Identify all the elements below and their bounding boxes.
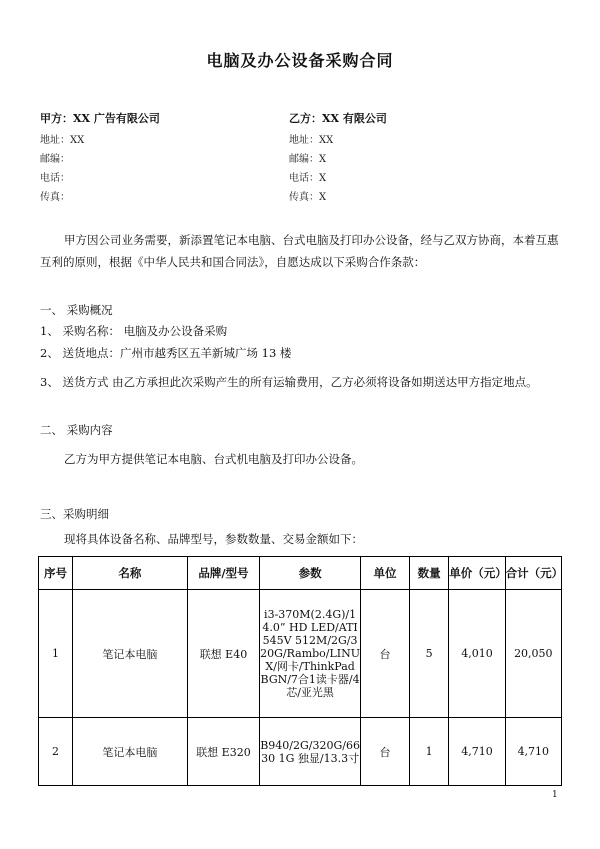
col-header-unit: 单位 xyxy=(361,557,410,590)
cell-params: B940/2G/320G/6630 1G 独显/13.3寸 xyxy=(260,718,361,786)
section3-heading: 三、采购明细 xyxy=(40,507,109,521)
party-a-address: 地址：XX xyxy=(40,135,85,146)
party-b-address: 地址：XX xyxy=(289,135,334,146)
cell-total: 4,710 xyxy=(505,718,561,786)
col-header-qty: 数量 xyxy=(409,557,448,590)
col-header-price: 单价（元） xyxy=(449,557,505,590)
cell-unit: 台 xyxy=(361,718,410,786)
section1-item2: 2、 送货地点：广州市越秀区五羊新城广场 13 楼 xyxy=(40,346,292,360)
col-header-name: 名称 xyxy=(73,557,188,590)
table-row xyxy=(39,718,562,786)
cell-qty: 1 xyxy=(409,718,448,786)
party-a-name: 甲方：XX 广告有限公司 xyxy=(40,112,160,125)
section2-heading: 二、 采购内容 xyxy=(40,423,113,437)
party-a-postcode: 邮编： xyxy=(40,154,70,165)
equipment-table xyxy=(38,556,562,786)
cell-name: 笔记本电脑 xyxy=(73,718,188,786)
section2-text: 乙方为甲方提供笔记本电脑、台式机电脑及打印办公设备。 xyxy=(64,452,363,466)
cell-no: 1 xyxy=(39,590,73,718)
cell-total: 20,050 xyxy=(505,590,561,718)
section1-item1: 1、 采购名称： 电脑及办公设备采购 xyxy=(40,324,228,338)
intro-paragraph: 甲方因公司业务需要，新添置笔记本电脑、台式电脑及打印办公设备，经与乙双方协商，本着互惠互利的原则，根据《中华人民共和国合同法》，自愿达成以下采购合作条款： xyxy=(40,233,559,269)
col-header-params: 参数 xyxy=(260,557,361,590)
section3-text: 现将具体设备名称、品牌型号，参数数量、交易金额如下： xyxy=(64,532,363,546)
page-title: 电脑及办公设备采购合同 xyxy=(206,51,394,70)
cell-brand: 联想 E320 xyxy=(187,718,259,786)
table-row xyxy=(39,590,562,718)
page-number: 1 xyxy=(552,790,558,800)
cell-no: 2 xyxy=(39,718,73,786)
party-b-phone: 电话：X xyxy=(289,173,327,184)
cell-unit: 台 xyxy=(361,590,410,718)
col-header-total: 合计（元） xyxy=(505,557,561,590)
table-header-row xyxy=(39,557,562,590)
cell-price: 4,710 xyxy=(449,718,505,786)
cell-price: 4,010 xyxy=(449,590,505,718)
party-b-name: 乙方：XX 有限公司 xyxy=(289,112,387,125)
cell-params: i3-370M(2.4G)/14.0” HD LED/ATI545V 512M/2G/320G/Rambo/LINUX/网卡/ThinkPad BGN/7合1读卡器/4芯/亚光黑 xyxy=(260,590,361,718)
cell-name: 笔记本电脑 xyxy=(73,590,188,718)
party-b-fax: 传真：X xyxy=(289,192,327,203)
party-b-postcode: 邮编：X xyxy=(289,154,327,165)
cell-brand: 联想 E40 xyxy=(187,590,259,718)
party-a-phone: 电话： xyxy=(40,173,70,184)
cell-qty: 5 xyxy=(409,590,448,718)
col-header-brand: 品牌/型号 xyxy=(187,557,259,590)
section1-item3: 3、 送货方式 由乙方承担此次采购产生的所有运输费用，乙方必须将设备如期送达甲方指定地点。 xyxy=(40,375,538,389)
section1-heading: 一、 采购概况 xyxy=(40,303,113,317)
col-header-no: 序号 xyxy=(39,557,73,590)
party-a-fax: 传真： xyxy=(40,192,70,203)
